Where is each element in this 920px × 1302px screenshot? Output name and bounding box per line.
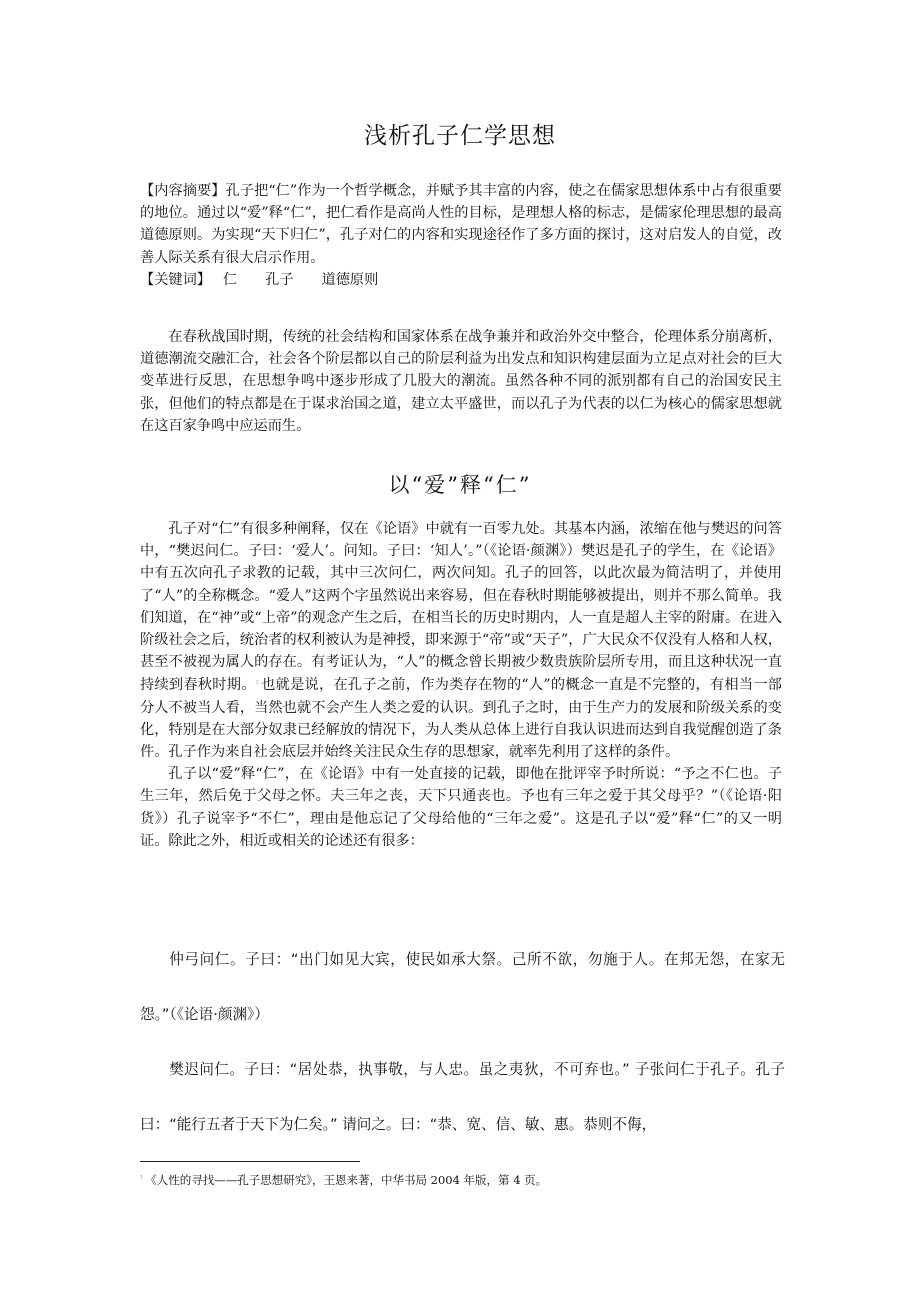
abstract-label: 【内容摘要】 [140,183,226,199]
paragraph-text: 也就是说，在孔子之前，作为类存在物的“人”的概念一直是不完整的，有相当一部分人不被当人看，当然也就不会产生人类之爱的认识。到孔子之时，由于生产力的发展和阶级关系的变化，特别是在大部分奴隶已经解放的情况下，为人类从总体上进行自我认识进而达到自我觉醒创造了条件。孔子作为来自社会底层并始终关注民众生存的思想家，就率先利用了这样的条件。 [140,677,782,761]
section-body [140,518,782,852]
quote-block [140,932,785,1152]
quote-paragraph: 樊迟问仁。子曰：“居处恭，执事敬，与人忠。虽之夷狄，不可弃也。” 子张问仁于孔子。孔子曰：“能行五者于天下为仁矣。” 请问之。曰：“恭、宽、信、敏、惠。恭则不侮， [140,1061,785,1133]
footnote-divider [140,1161,360,1162]
section-title: 以“爱”释“仁” [388,473,532,497]
quote-paragraph: 仲弓问仁。子曰：“出门如见大宾，使民如承大祭。己所不欲，勿施于人。在邦无怨，在家无怨。”（《论语·颜渊》） [140,951,785,1023]
footnote-text: 《人性的寻找——孔子思想研究》，王恩来著，中华书局 2004 年版，第 4 页。 [145,1173,548,1187]
body-paragraph [140,518,782,763]
keyword: 仁 [222,271,238,288]
abstract-block [140,180,782,291]
footnote-marker: ¹ [140,1174,144,1183]
intro-paragraph: 在春秋战国时期，传统的社会结构和国家体系在战争兼并和政治外交中整合，伦理体系分崩离析，道德潮流交融汇合，社会各个阶层都以自己的阶层利益为出发点和知识构建层面为立足点对社会的巨大变革进行反思，在思想争鸣中逐步形成了几股大的潮流。虽然各种不同的派别都有自己的治国安民主张，但他们的特点都是在于谋求治国之道，建立太平盛世，而以孔子为代表的以仁为核心的儒家思想就在这百家争鸣中应运而生。 [140,329,782,434]
keywords-line [140,269,782,291]
footnote [140,1171,790,1188]
abstract-text: 孔子把“仁”作为一个哲学概念，并赋予其丰富的内容，使之在儒家思想体系中占有很重要的地位。通过以“爱”释“仁”，把仁看作是高尚人性的目标，是理想人格的标志，是儒家伦理思想的最高道德原则。为实现“天下归仁”，孔子对仁的内容和实现途径作了多方面的探讨，这对启发人的自觉，改善人际关系有很大启示作用。 [140,183,782,266]
abstract-paragraph [140,180,782,269]
body-paragraph: 孔子以“爱”释“仁”，在《论语》中有一处直接的记载，即他在批评宰予时所说：“予之不仁也。子生三年，然后免于父母之怀。夫三年之丧，天下只通丧也。予也有三年之爱于其父母乎？”（《论语·阳货》）孔子说宰予“不仁”，理由是他忘记了父母给他的“三年之爱”。这是孔子以“爱”释“仁”的又一明证。除此之外，相近或相关的论述还有很多： [140,766,782,849]
keywords-label: 【关键词】 [140,271,211,288]
keyword: 孔子 [265,271,294,288]
document-title: 浅析孔子仁学思想 [364,123,556,149]
keyword: 道德原则 [321,271,379,288]
paragraph-text: 孔子对“仁”有很多种阐释，仅在《论语》中就有一百零九处。其基本内涵，浓缩在他与樊迟的问答中，“樊迟问仁。子曰：‘爱人’。问知。子曰：‘知人’。”（《论语·颜渊》）樊迟是孔子的学生，在《论语》中有五次向孔子求教的记载，其中三次问仁，两次问知。孔子的回答，以此次最为简洁明了，并使用了“人”的全称概念。“爱人”这两个字虽然说出来容易，但在春秋时期能够被提出，则并不那么简单。我们知道，在“神”或“上帝”的观念产生之后，在相当长的历史时期内，人一直是超人主宰的附庸。在进入阶级社会之后，统治者的权利被认为是神授，即来源于“帝”或“天子”，广大民众不仅没有人格和人权，甚至不被视为属人的存在。有考证认为，“人”的概念曾长期被少数贵族阶层所专用，而且这种状况一直持续到春秋时期。 [140,521,782,694]
footnote-reference[interactable]: ¹ [255,679,259,689]
intro-block [140,326,782,437]
